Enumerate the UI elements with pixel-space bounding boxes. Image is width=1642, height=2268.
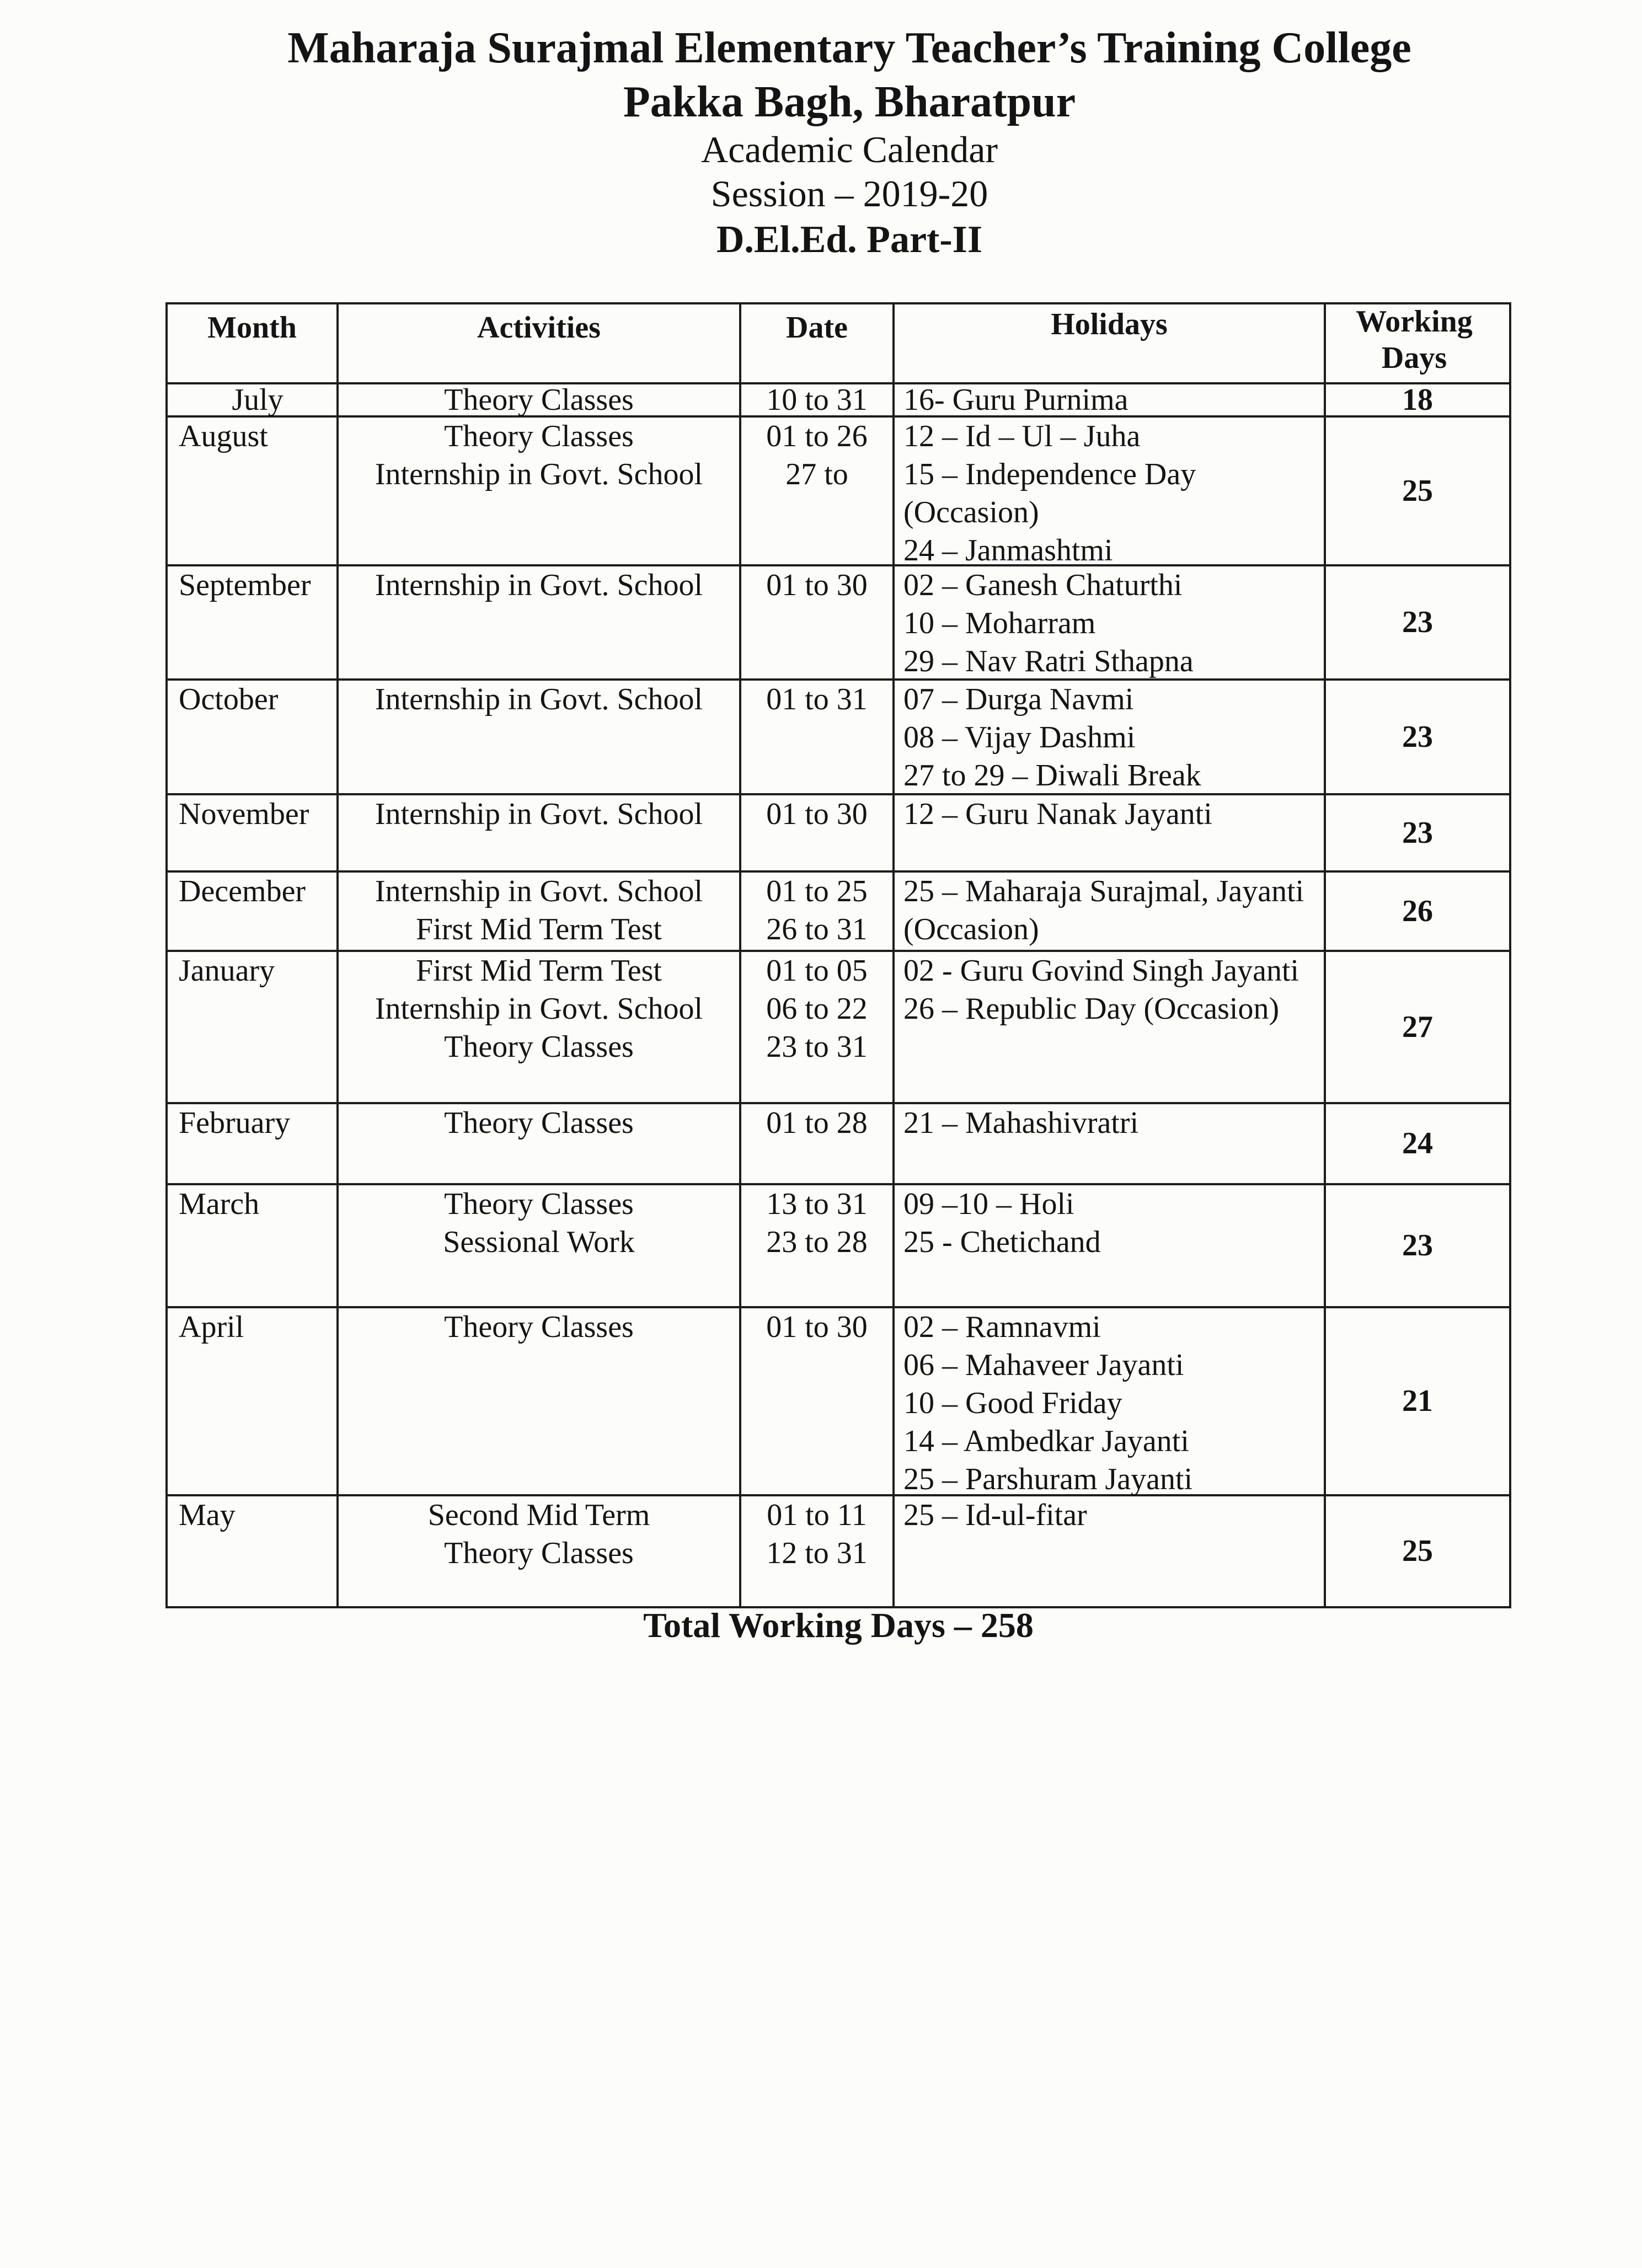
activities-cell <box>339 681 739 719</box>
holidays-cell-line: 06 – Mahaveer Jayanti <box>903 1348 1184 1382</box>
date-cell-line: 26 to 31 <box>766 912 868 946</box>
date-cell-line: 01 to 31 <box>766 682 868 716</box>
activities-cell <box>339 1185 739 1261</box>
month-cell: July <box>232 383 284 417</box>
activities-cell-line: First Mid Term Test <box>416 912 662 946</box>
activities-cell-line: Theory Classes <box>444 1536 634 1570</box>
holidays-cell <box>903 381 1318 419</box>
holidays-cell-line: 14 – Ambedkar Jayanti <box>903 1424 1189 1458</box>
month-cell: February <box>179 1106 291 1140</box>
header-holidays: Holidays <box>1051 307 1168 341</box>
holidays-cell-line: 12 – Guru Nanak Jayanti <box>903 797 1212 831</box>
holidays-cell <box>903 1104 1318 1142</box>
total-working-days: Total Working Days – 258 <box>643 1606 1034 1645</box>
holidays-cell <box>903 1185 1318 1261</box>
holidays-cell-line: 10 – Good Friday <box>903 1386 1122 1420</box>
date-cell-line: 01 to 30 <box>766 1310 868 1344</box>
activities-cell <box>339 418 739 494</box>
holidays-cell <box>903 873 1318 949</box>
activities-cell-line: Theory Classes <box>444 383 634 417</box>
holidays-cell-line: 25 – Maharaja Surajmal, Jayanti (Occasion) <box>903 874 1304 946</box>
working-days-cell: 23 <box>1402 605 1433 639</box>
holidays-cell-line: 02 – Ganesh Chaturthi <box>903 568 1183 602</box>
date-cell <box>741 1185 892 1261</box>
holidays-cell <box>903 952 1318 1028</box>
date-cell-line: 13 to 31 <box>766 1187 868 1221</box>
college-location: Pakka Bagh, Bharatpur <box>623 78 1076 126</box>
month-cell: January <box>179 954 275 988</box>
holidays-cell-line: 24 – Janmashtmi <box>903 533 1113 568</box>
month-cell: October <box>179 682 279 716</box>
activities-cell-line: Internship in Govt. School <box>375 457 703 491</box>
month-cell: March <box>179 1187 260 1221</box>
calendar-title: Academic Calendar <box>700 129 998 170</box>
activities-cell-line: Theory Classes <box>444 1310 634 1344</box>
date-cell <box>741 566 892 605</box>
holidays-cell <box>903 418 1318 570</box>
holidays-cell <box>903 681 1318 795</box>
activities-cell <box>339 1496 739 1572</box>
date-cell <box>741 1104 892 1142</box>
working-days-cell: 27 <box>1402 1009 1433 1044</box>
holidays-cell-line: 21 – Mahashivratri <box>903 1106 1139 1140</box>
working-days-cell: 23 <box>1402 1228 1433 1263</box>
holidays-cell-line: 10 – Moharram <box>903 606 1096 640</box>
date-cell <box>741 681 892 719</box>
activities-cell-line: Internship in Govt. School <box>375 992 703 1026</box>
month-cell: December <box>179 874 306 908</box>
header-working-days: Working Days <box>1356 304 1473 375</box>
holidays-cell-line: 07 – Durga Navmi <box>903 682 1134 716</box>
date-cell <box>741 952 892 1066</box>
holidays-cell-line: 09 –10 – Holi <box>903 1187 1074 1221</box>
holidays-cell-line: 26 – Republic Day (Occasion) <box>903 992 1280 1026</box>
date-cell-line: 27 to <box>785 457 848 491</box>
activities-cell-line: Sessional Work <box>443 1225 635 1259</box>
activities-cell-line: Theory Classes <box>444 419 634 453</box>
month-cell: September <box>179 568 311 602</box>
activities-cell-line: Internship in Govt. School <box>375 874 703 908</box>
activities-cell-line: Internship in Govt. School <box>375 682 703 716</box>
working-days-cell: 21 <box>1402 1384 1433 1418</box>
working-days-cell: 18 <box>1402 383 1433 417</box>
date-cell-line: 23 to 28 <box>766 1225 868 1259</box>
date-cell <box>741 418 892 494</box>
working-days-cell: 25 <box>1402 1534 1433 1568</box>
date-cell <box>741 1308 892 1346</box>
activities-cell-line: Theory Classes <box>444 1030 634 1064</box>
date-cell-line: 01 to 11 <box>767 1498 867 1532</box>
session-label: Session – 2019-20 <box>710 173 988 215</box>
date-cell-line: 01 to 30 <box>766 568 868 602</box>
holidays-cell-line: 12 – Id – Ul – Juha <box>903 419 1141 453</box>
working-days-cell: 26 <box>1402 894 1433 928</box>
working-days-cell: 23 <box>1402 719 1433 754</box>
activities-cell <box>339 1308 739 1346</box>
date-cell-line: 10 to 31 <box>766 383 868 417</box>
date-cell <box>741 795 892 833</box>
holidays-cell-line: 16- Guru Purnima <box>903 383 1128 417</box>
date-cell-line: 01 to 26 <box>766 419 868 453</box>
activities-cell-line: Second Mid Term <box>427 1498 650 1532</box>
activities-cell-line: Theory Classes <box>444 1106 634 1140</box>
holidays-cell-line: 29 – Nav Ratri Sthapna <box>903 644 1194 678</box>
college-name: Maharaja Surajmal Elementary Teacher’s Training College <box>287 24 1411 72</box>
working-days-cell: 24 <box>1402 1126 1433 1160</box>
activities-cell <box>339 873 739 949</box>
date-cell-line: 06 to 22 <box>766 992 868 1026</box>
activities-cell <box>339 1104 739 1142</box>
holidays-cell-line: 08 – Vijay Dashmi <box>903 720 1136 755</box>
activities-cell <box>339 952 739 1066</box>
date-cell <box>741 873 892 949</box>
activities-cell <box>339 566 739 605</box>
month-cell: April <box>179 1310 244 1344</box>
holidays-cell-line: 02 - Guru Govind Singh Jayanti <box>903 954 1299 988</box>
holidays-cell <box>903 1496 1318 1534</box>
holidays-cell <box>903 566 1318 681</box>
date-cell-line: 23 to 31 <box>766 1030 868 1064</box>
date-cell-line: 01 to 28 <box>766 1106 868 1140</box>
month-cell: November <box>179 797 309 831</box>
activities-cell-line: Internship in Govt. School <box>375 568 703 602</box>
holidays-cell-line: 02 – Ramnavmi <box>903 1310 1101 1344</box>
month-cell: May <box>179 1498 236 1532</box>
course-label: D.El.Ed. Part-II <box>716 218 983 261</box>
activities-cell-line: First Mid Term Test <box>416 954 662 988</box>
header-activities: Activities <box>477 311 601 345</box>
date-cell-line: 01 to 05 <box>766 954 868 988</box>
holidays-cell-line: 25 - Chetichand <box>903 1225 1101 1259</box>
holidays-cell <box>903 795 1318 833</box>
holidays-cell <box>903 1308 1318 1499</box>
header-date: Date <box>786 311 848 345</box>
date-cell-line: 01 to 25 <box>766 874 868 908</box>
date-cell <box>741 381 892 419</box>
date-cell-line: 01 to 30 <box>766 797 868 831</box>
working-days-cell: 23 <box>1402 815 1433 850</box>
calendar-table <box>165 302 1511 1608</box>
holidays-cell-line: 25 – Parshuram Jayanti <box>903 1462 1193 1496</box>
month-cell: August <box>179 419 268 453</box>
activities-cell-line: Theory Classes <box>444 1187 634 1221</box>
date-cell <box>741 1496 892 1572</box>
activities-cell <box>339 381 739 419</box>
working-days-cell: 25 <box>1402 473 1433 508</box>
date-cell-line: 12 to 31 <box>766 1536 868 1570</box>
activities-cell-line: Internship in Govt. School <box>375 797 703 831</box>
header-month: Month <box>207 311 297 345</box>
activities-cell <box>339 795 739 833</box>
holidays-cell-line: 15 – Independence Day (Occasion) <box>903 457 1196 529</box>
holidays-cell-line: 25 – Id-ul-fitar <box>903 1498 1087 1532</box>
holidays-cell-line: 27 to 29 – Diwali Break <box>903 758 1201 793</box>
